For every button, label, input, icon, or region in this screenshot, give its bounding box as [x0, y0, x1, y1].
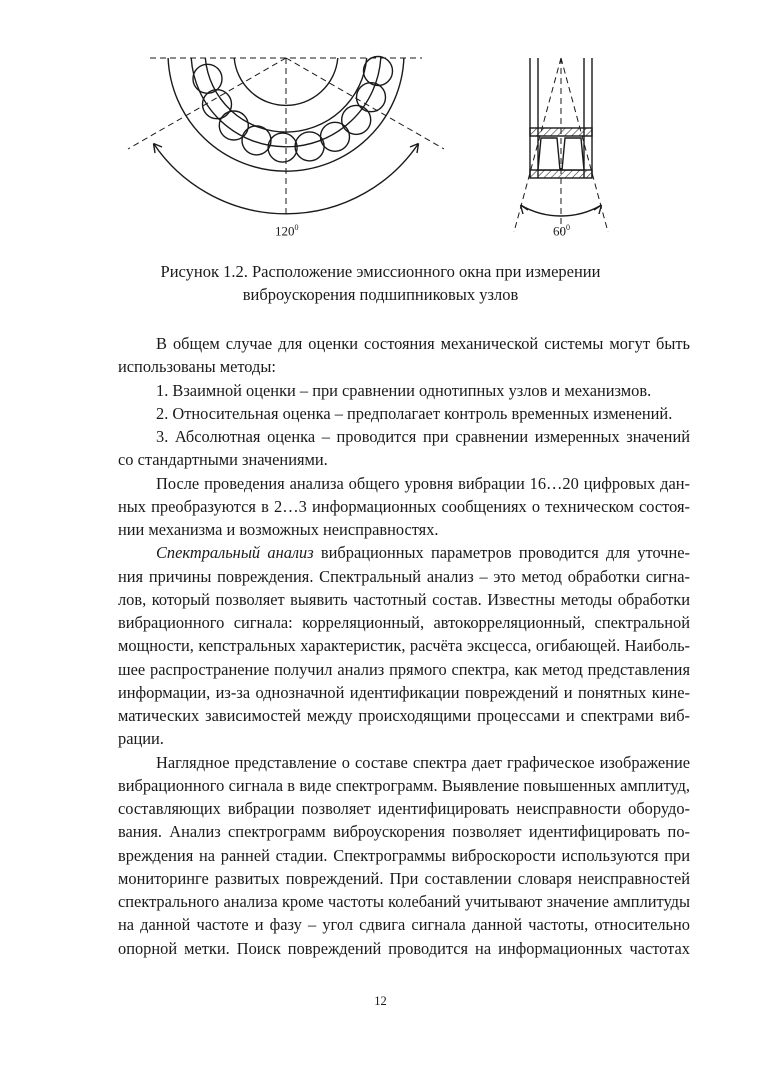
left-angle-label: $120^0$ — [275, 223, 299, 239]
bearing-figure — [0, 0, 761, 250]
text-line: составляющих вибрации позволяет идентифицировать неисправности оборудо- — [118, 799, 690, 818]
text-line — [118, 541, 690, 564]
roller — [321, 122, 350, 151]
roller — [268, 133, 297, 162]
list-item: 2. Относительная оценка – предполагает контроль временных изменений. — [156, 403, 673, 423]
text-line: ных преобразуются в 2…3 информационных сообщениях о техническом состоя- — [118, 496, 690, 516]
roller — [357, 83, 386, 112]
text-line: В общем случае для оценки состояния механической системы могут быть — [156, 334, 690, 353]
text-line: спектрального анализа кроме частоты колебаний учитывают значение амплитуды — [118, 892, 690, 911]
text-line: нии механизма и возможных неисправностях. — [118, 520, 439, 539]
roller — [364, 57, 393, 86]
left-dashed-guides — [128, 58, 444, 218]
text-line: После проведения анализа общего уровня вибрации 16…20 цифровых дан- — [156, 473, 690, 493]
roller — [242, 126, 271, 155]
text-line: вибрационного сигнала в виде спектрограмм. Выявление повышенных амплитуд, — [118, 775, 690, 795]
text-line: опорной метки. Поиск повреждений проводится на информационных частотах — [118, 938, 690, 958]
text-line: матических зависимостей между происходящими процессами и спектрами виб- — [118, 706, 690, 725]
text-line: вания. Анализ спектрограмм виброускорения позволяет идентифицировать по- — [118, 822, 690, 842]
bearing-diagram — [0, 0, 761, 250]
list-item: 3. Абсолютная оценка – проводится при сравнении измеренных значений — [156, 427, 690, 446]
text-line: использованы методы: — [118, 357, 276, 377]
right-angle-label: $60^0$ — [553, 223, 570, 239]
text-line: вреждения на ранней стадии. Спектрограммы виброскорости используются при — [118, 845, 690, 865]
text-line: мощности, кепстральных характеристик, расчёта эксцесса, огибающей. Наиболь- — [118, 636, 690, 656]
text-line: со стандартными значениями. — [118, 450, 328, 470]
body-text — [118, 332, 690, 960]
roller — [219, 111, 248, 140]
text-line: мониторинге развитых повреждений. При составлении словаря неисправностей — [118, 868, 690, 888]
text-line: ния причины повреждения. Спектральный анализ – это метод обработки сигна- — [118, 566, 690, 586]
list-item: 1. Взаимной оценки – при сравнении однотипных узлов и механизмов. — [156, 380, 652, 400]
roller — [342, 105, 371, 134]
text-line: рации. — [118, 729, 164, 749]
text-line: на данной частоте и фазу – угол сдвига сигнала данной частоты, относительно — [118, 915, 690, 935]
text-line: лов, который позволяет выявить частотный состав. Известны методы обработки — [118, 589, 690, 609]
right-dashed-guides — [514, 58, 608, 232]
text-line: информации, из-за однозначной идентификации повреждений и понятных кине- — [118, 682, 690, 702]
text-line: шее распространение получил анализ прямого спектра, как метод представления — [118, 659, 690, 679]
caption-line: Рисунок 1.2. Расположение эмиссионного окна при измерении — [160, 262, 601, 281]
emphasized-term: Спектральный анализ — [156, 543, 314, 563]
page-number: 12 — [374, 994, 387, 1008]
text-fragment: вибрационных параметров проводится для уточне- — [313, 543, 690, 563]
text-line: вибрационного сигнала: корреляционный, автокорреляционный, спектральной — [118, 613, 690, 632]
caption-line: виброускорения подшипниковых узлов — [242, 285, 519, 304]
text-line: Наглядное представление о составе спектра дает графическое изображение — [156, 752, 690, 772]
figure-caption — [118, 260, 643, 306]
